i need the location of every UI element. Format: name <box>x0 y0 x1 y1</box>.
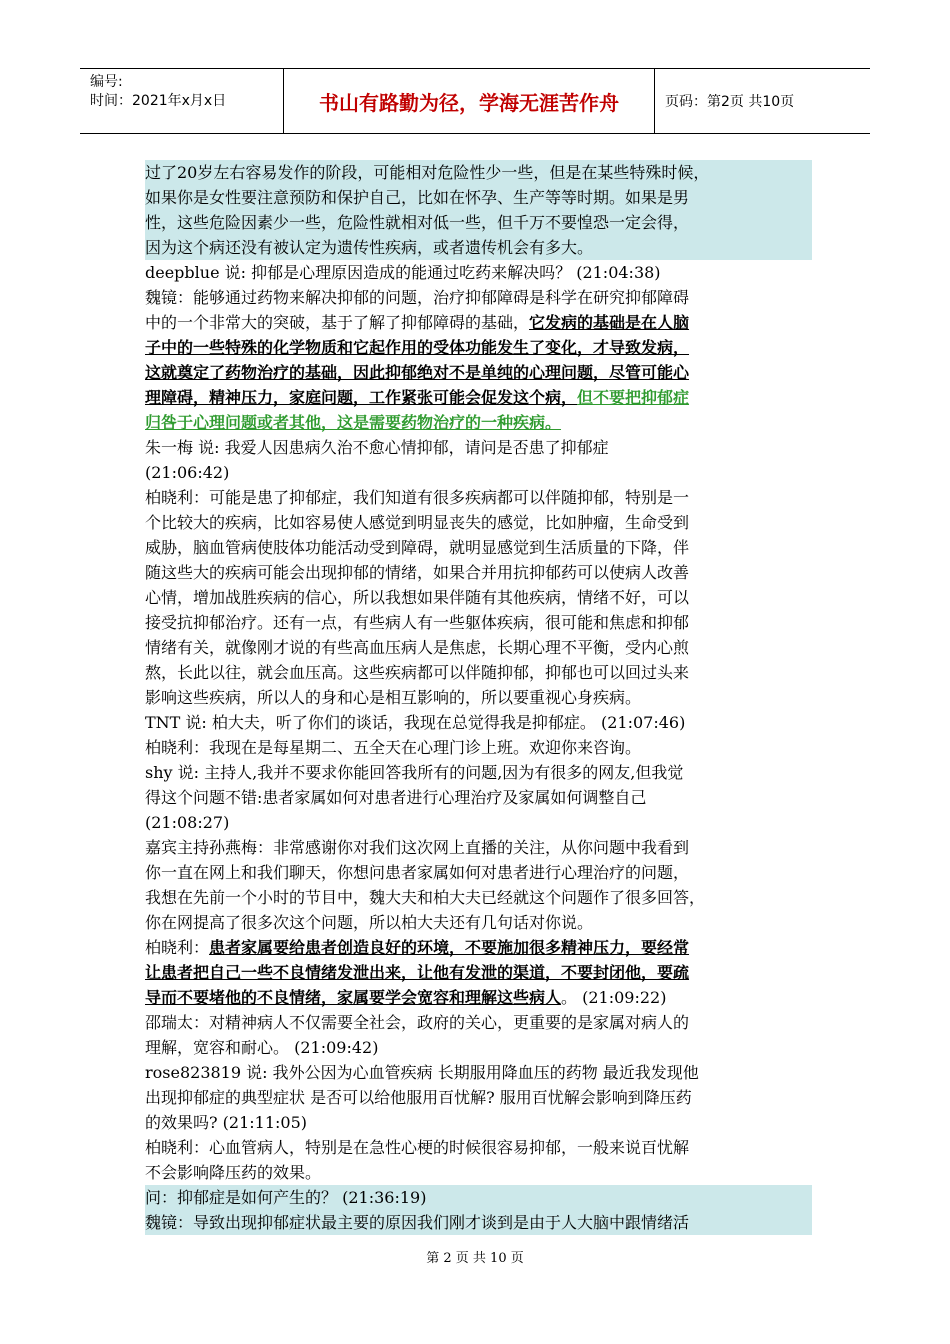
answer-line: 邵瑞太：对精神病人不仅需要全社会，政府的关心，更重要的是家属对病人的 <box>145 1013 690 1032</box>
answer-line: 嘉宾主持孙燕梅：非常感谢你对我们这次网上直播的关注，从你问题中我看到 <box>145 838 690 857</box>
header-meta <box>80 69 284 133</box>
answer-line <box>145 985 812 1010</box>
answer-line: 接受抗抑郁治疗。还有一点，有些病人有一些躯体疾病，很可能和焦虑和抑郁 <box>145 613 690 632</box>
emphasis-line: 让患者把自己一些不良情绪发泄出来，让他有发泄的渠道，不要封闭他，要疏 <box>145 963 690 982</box>
question-line: 的效果吗? (21:11:05) <box>145 1113 308 1132</box>
emphasis-segment: 导而不要堵他的不良情绪，家属要学会宽容和理解这些病人 <box>145 988 562 1007</box>
header-page-label: 页码：第2页 共10页 <box>665 94 795 110</box>
text-segment: 中的一个非常大的突破，基于了解了抑郁障碍的基础， <box>145 313 530 332</box>
answer-line: 威胁，脑血管病使肢体功能活动受到障碍，就明显感觉到生活质量的下降，伴 <box>145 538 690 557</box>
answer-line: 个比较大的疾病，比如容易使人感觉到明显丧失的感觉，比如肿瘤，生命受到 <box>145 513 690 532</box>
answer-line: 理解，宽容和耐心。 (21:09:42) <box>145 1038 379 1057</box>
answer-line: 熬，长此以往，就会血压高。这些疾病都可以伴随抑郁，抑郁也可以回过头来 <box>145 663 690 682</box>
emphasis-line: 这就奠定了药物治疗的基础，因此抑郁绝对不是单纯的心理问题，尽管可能心 <box>145 363 690 382</box>
question-line: 出现抑郁症的典型症状 是否可以给他服用百忧解? 服用百忧解会影响到降压药 <box>145 1088 692 1107</box>
text-line: 因为这个病还没有被认定为遗传性疾病，或者遗传机会有多大。 <box>145 235 812 260</box>
page-header <box>80 68 870 134</box>
answer-line <box>145 385 812 410</box>
header-motto: 书山有路勤为径，学海无涯苦作舟 <box>284 69 655 133</box>
answer-line: 柏晓利：可能是患了抑郁症，我们知道有很多疾病都可以伴随抑郁，特别是一 <box>145 488 690 507</box>
green-emphasis-segment: 但不要把抑郁症 <box>577 388 690 407</box>
answer-line: 情绪有关，就像刚才说的有些高血压病人是焦虑，长期心理不平衡，受内心煎 <box>145 638 690 657</box>
timestamp-line: (21:08:27) <box>145 813 230 832</box>
highlighted-question-line: 问：抑郁症是如何产生的？ (21:36:19) <box>145 1185 812 1210</box>
answer-line: 柏晓利：我现在是每星期二、五全天在心理门诊上班。欢迎你来咨询。 <box>145 738 642 757</box>
green-emphasis-line: 归咎于心理问题或者其他，这是需要药物治疗的一种疾病。 <box>145 413 562 432</box>
answer-line: 随这些大的疾病可能会出现抑郁的情绪，如果合并用抗抑郁药可以使病人改善 <box>145 563 690 582</box>
answer-line: 不会影响降压药的效果。 <box>145 1163 322 1182</box>
question-line: deepblue 说: 抑郁是心理原因造成的能通过吃药来解决吗？ (21:04:38) <box>145 263 661 282</box>
document-body <box>145 160 812 1235</box>
page-footer: 第 2 页 共 10 页 <box>426 1251 524 1266</box>
answer-line: 魏镜：能够通过药物来解决抑郁的问题，治疗抑郁障碍是科学在研究抑郁障碍 <box>145 288 690 307</box>
emphasis-segment: 患者家属要给患者创造良好的环境，不要施加很多精神压力，要经常 <box>209 938 690 957</box>
answer-line: 心情，增加战胜疾病的信心，所以我想如果伴随有其他疾病，情绪不好，可以 <box>145 588 690 607</box>
question-line: rose823819 说: 我外公因为心血管疾病 长期服用降血压的药物 最近我发现他 <box>145 1063 699 1082</box>
answer-line: 你在网提高了很多次这个问题，所以柏大夫还有几句话对你说。 <box>145 913 594 932</box>
answer-line: 影响这些疾病，所以人的身和心是相互影响的，所以要重视心身疾病。 <box>145 688 642 707</box>
emphasis-segment: 它发病的基础是在人脑 <box>529 313 690 332</box>
text-line: 过了20岁左右容易发作的阶段，可能相对危险性少一些，但是在某些特殊时候， <box>145 160 812 185</box>
timestamp-segment: 。 (21:09:22) <box>561 988 667 1007</box>
answer-line: 你一直在网上和我们聊天，你想问患者家属如何对患者进行心理治疗的问题， <box>145 863 690 882</box>
question-line: shy 说: 主持人,我并不要求你能回答我所有的问题,因为有很多的网友,但我觉 <box>145 763 684 782</box>
answer-line: 我想在先前一个小时的节目中，魏大夫和柏大夫已经就这个问题作了很多回答， <box>145 888 706 907</box>
question-line: 得这个问题不错:患者家属如何对患者进行心理治疗及家属如何调整自己 <box>145 788 647 807</box>
doc-time-label: 时间：2021年x月x日 <box>90 93 227 109</box>
question-line: TNT 说: 柏大夫，听了你们的谈话，我现在总觉得我是抑郁症。 (21:07:46) <box>145 713 686 732</box>
speaker-label: 柏晓利： <box>145 938 210 957</box>
answer-line: 柏晓利：心血管病人，特别是在急性心梗的时候很容易抑郁，一般来说百忧解 <box>145 1138 690 1157</box>
answer-line <box>145 935 812 960</box>
emphasis-segment: 理障碍，精神压力，家庭问题，工作紧张可能会促发这个病， <box>145 388 578 407</box>
timestamp-line: (21:06:42) <box>145 463 230 482</box>
doc-number-label: 编号: <box>90 74 123 90</box>
text-line: 性，这些危险因素少一些，危险性就相对低一些，但千万不要惶恐一定会得， <box>145 210 812 235</box>
text-line: 如果你是女性要注意预防和保护自己，比如在怀孕、生产等等时期。如果是男 <box>145 185 812 210</box>
answer-line <box>145 310 812 335</box>
highlighted-answer-line: 魏镜：导致出现抑郁症状最主要的原因我们刚才谈到是由于人大脑中跟情绪活 <box>145 1210 812 1235</box>
emphasis-line: 子中的一些特殊的化学物质和它起作用的受体功能发生了变化，才导致发病， <box>145 338 690 357</box>
question-line: 朱一梅 说: 我爱人因患病久治不愈心情抑郁，请问是否患了抑郁症 <box>145 438 609 457</box>
